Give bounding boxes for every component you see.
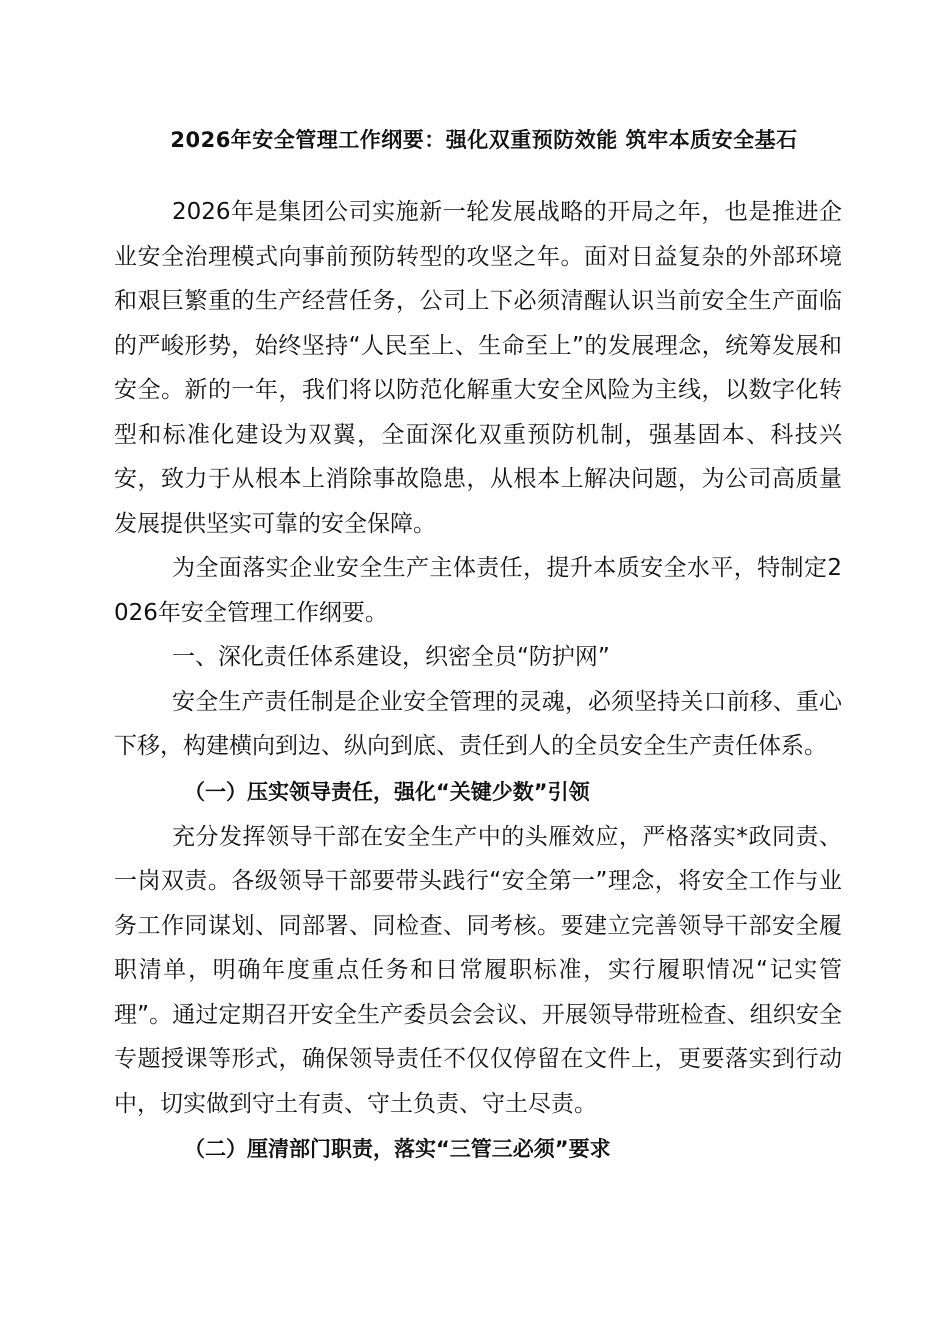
subheading-2: （二）厘清部门职责，落实“三管三必须”要求 xyxy=(184,1137,611,1161)
document-title: 2026年安全管理工作纲要：强化双重预防效能 筑牢本质安全基石 xyxy=(170,128,798,152)
paragraph-leadership: 充分发挥领导干部在安全生产中的头雁效应，严格落实*政同责、一岗双责。各级领导干部要带头践行“安全第一”理念，将安全工作与业务工作同谋划、同部署、同检查、同考核。要建立完善领导干部安全履职清单，明确年度重点任务和日常履职标准，实行履职情况“记实管理”。通过定期召开安全生产委员会会议、开展领导带班检查、组织安全专题授课等形式，确保领导责任不仅仅停留在文件上，更要落实到行动中，切实做到守土有责、守土负责、守土尽责。 xyxy=(114,823,842,1117)
document-body xyxy=(114,118,842,1172)
title-spacer xyxy=(114,162,842,190)
paragraph-section-1: 安全生产责任制是企业安全管理的灵魂，必须坚持关口前移、重心下移，构建横向到边、纵向到底、责任到人的全员安全生产责任体系。 xyxy=(114,688,842,759)
paragraph-purpose: 为全面落实企业安全生产主体责任，提升本质安全水平，特制定2026年安全管理工作纲要。 xyxy=(114,555,842,626)
paragraph-intro: 2026年是集团公司实施新一轮发展战略的开局之年，也是推进企业安全治理模式向事前预防转型的攻坚之年。面对日益复杂的外部环境和艰巨繁重的生产经营任务，公司上下必须清醒认识当前安全生产面临的严峻形势，始终坚持“人民至上、生命至上”的发展理念，统筹发展和安全。新的一年，我们将以防范化解重大安全风险为主线，以数字化转型和标准化建设为双翼，全面深化双重预防机制，强基固本、科技兴安，致力于从根本上消除事故隐患，从根本上解决问题，为公司高质量发展提供坚实可靠的安全保障。 xyxy=(114,199,842,537)
subheading-1: （一）压实领导责任，强化“关键少数”引领 xyxy=(184,779,590,804)
section-heading-1: 一、深化责任体系建设，织密全员“防护网” xyxy=(172,644,610,670)
